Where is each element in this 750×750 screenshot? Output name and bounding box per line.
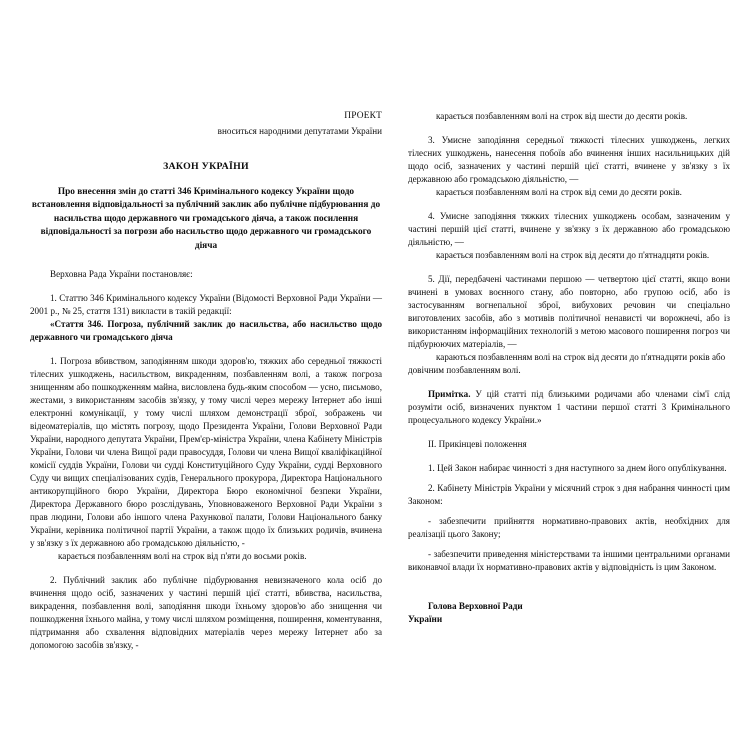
note-label: Примітка.: [428, 389, 471, 399]
article-346-heading: «Стаття 346. Погроза, публічний заклик до насильства, або насильство щодо державного чи громадського діяча: [30, 319, 382, 343]
signature-title-line-1: Голова Верховної Ради: [428, 601, 523, 611]
left-column: [30, 110, 382, 652]
final-provision-1: 1. Цей Закон набирає чинності з дня наступного за днем його опублікування.: [428, 463, 727, 473]
penalty-part-3: карається позбавленням волі на строк від семи до десяти років.: [436, 187, 682, 197]
article-part-4: 4. Умисне заподіяння тяжких тілесних ушкоджень особам, зазначеним у частині першій цієї статті, вчинене у зв'язку з їх державною або громадською діяльністю, —: [408, 211, 730, 247]
draft-label: ПРОЕКТ: [344, 111, 382, 121]
law-heading: ЗАКОН УКРАЇНИ: [163, 161, 249, 172]
right-column: [408, 110, 730, 625]
penalty-part-1: карається позбавленням волі на строк від п'яти до восьми років.: [58, 551, 307, 562]
signature-title-line-2: України: [408, 613, 443, 624]
section-2-heading: II. Прикінцеві положення: [428, 439, 527, 449]
law-subject-title: Про внесення змін до статті 346 Кримінального кодексу України щодо встановлення відповідальності за публічний заклик або публічне підбурювання до насильства щодо державного чи громадського діяча, а також посилення відповідальності за погрози або насильство щодо державного чи громадського діяча: [31, 187, 381, 251]
section-item-1: 1. Статтю 346 Кримінального кодексу України (Відомості Верховної Ради України — 2001 р., № 25, стаття 131) викласти в такій редакції:: [30, 293, 382, 317]
article-part-3: 3. Умисне заподіяння середньої тяжкості тілесних ушкоджень, легких тілесних ушкоджень, нанесення побоїв або вчинення інших насильницьких дій щодо осіб, зазначених у частині першій цієї статті, вчинене у зв'язку з їх державною або громадською діяльністю, —: [408, 135, 730, 184]
article-part-2: 2. Публічний заклик або публічне підбурювання невизначеного кола осіб до вчинення щодо осіб, зазначених у частині першій цієї статті, вбивства, насильства, викрадення, позбавлення волі, заподіяння шкоди їхньому здоров'ю або знищення чи пошкодження їхнього майна, у тому числі шляхом розміщення, поширення, коментування, підтримання або схвалення відповідних матеріалів через мережу Інтернет або за допомогою засобів зв'язку, -: [30, 575, 382, 651]
final-provision-2: 2. Кабінету Міністрів України у місячний строк з дня набрання чинності цим Законом:: [408, 483, 730, 506]
penalty-part-2: карається позбавленням волі на строк від шести до десяти років.: [436, 111, 688, 121]
submitted-by-line: вноситься народними депутатами України: [217, 126, 382, 136]
note-text: У цій статті під близькими родичами або членами сім'ї слід розуміти осіб, визначених пунктом 1 частини першої статті 3 Кримінального процесуального кодексу України.»: [408, 389, 730, 425]
article-part-5: 5. Дії, передбачені частинами першою — четвертою цієї статті, якщо вони вчинені в умовах воєнного стану, або повторно, або групою осіб, або із застосуванням вогнепальної зброї, вибухових речовин чи спеціально виготовлених засобів, або з мотивів політичної ненависті чи ворожнечі, або із використанням інформаційних технологій з метою масового поширення погроз чи підбурюючих матеріалів, —: [408, 274, 730, 349]
final-provision-2a: - забезпечити прийняття нормативно-правових актів, необхідних для реалізації цього Закону;: [408, 516, 730, 539]
signature-block: [408, 600, 730, 625]
final-provision-2b: - забезпечити приведення міністерствами та іншими центральними органами виконавчої влади їх нормативно-правових актів у відповідність із цим Законом.: [408, 549, 730, 572]
penalty-part-4: карається позбавленням волі на строк від десяти до п'ятнадцяти років.: [436, 250, 710, 260]
penalty-part-5: караються позбавленням волі на строк від десяти до п'ятнадцяти років або довічним позбавленням волі.: [408, 352, 726, 375]
enacting-clause: Верховна Рада України постановляє:: [50, 269, 193, 280]
article-part-1: 1. Погроза вбивством, заподіянням шкоди здоров'ю, тяжких або середньої тяжкості тілесних ушкоджень, насильством, викраденням, позбавленням волі, а також погроза знищенням або пошкодженням майна, висловлена будь-яким способом — усно, письмово, жестами, з використанням засобів зв'язку, у тому числі через мережу Інтернет або інші електронні комунікації, у тому числі шляхом демонстрації зброї, зображень чи відеоматеріалів, що містять погрозу, щодо Президента України, Голови Верховної Ради України, народного депутата України, Прем'єр-міністра України, члена Кабінету Міністрів України, Голови чи члена Вищої ради правосуддя, Голови чи члена Вищої кваліфікаційної комісії суддів України, Голови чи судді Конституційного Суду України, судді Верховного Суду чи вищих спеціалізованих судів, Генерального прокурора, Директора Національного антикорупційного бюро України, Директора Бюро економічної безпеки України, Директора Державного бюро розслідувань, Уповноваженого Верховної Ради України з прав людини, Голови або іншого члена Рахункової палати, Голови Національного банку України, керівника політичної партії України, а також щодо їх близьких родичів, вчинена у зв'язку з їх державною або громадською діяльністю, -: [30, 356, 382, 549]
article-note: [408, 388, 730, 427]
